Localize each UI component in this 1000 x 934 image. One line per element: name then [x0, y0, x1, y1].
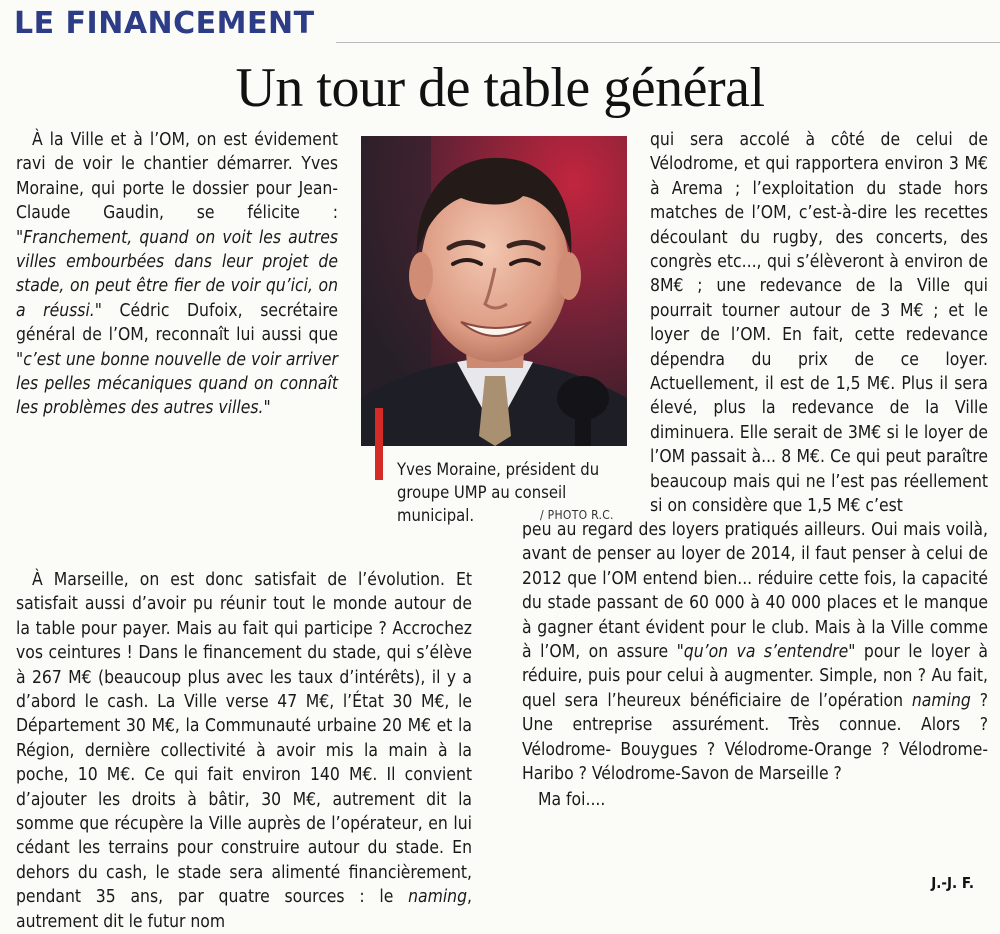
photo-caption: Yves Moraine, président du groupe UMP au conseil municipal.: [397, 460, 600, 525]
paragraph: qui sera accolé à côté de celui de Vélodrome, et qui rapportera environ 3 M€ à Arema ; l’exploitation du stade hors matches de l’OM, c’est-à-dire les recettes découlant du rugby, des concerts, des congrès etc..., qui s’élèveront à environ de 8M€ ; une redevance de la Ville qui pourrait tourner autour de 3 M€ ; et le loyer de l’OM. En fait, cette redevance dépendra du prix de ce loyer. Actuellement, il est de 1,5 M€. Plus il sera élevé, plus la redevance de la Ville diminuera. Elle serait de 3M€ si le loyer de l’OM passait à... 8 M€. Ce qui peut paraître beaucoup mais qui ne l’est pas réellement si on considère que 1,5 M€ c’est: [650, 130, 988, 517]
paragraph: peu au regard des loyers pratiqués ailleurs. Oui mais voilà, avant de penser au loyer de 2014, il faut penser à celui de 2012 que l’OM entend bien... réduire cette fois, la capacité du stade passant de 60 000 à 40 000 places et le manque à gagner étant évident pour le club. Mais à la Ville comme à l’OM, on assure "qu’on va s’entendre" pour le loyer à réduire, puis pour celui à augmenter. Simple, non ? Au fait, quel sera l’heureux bénéficiaire de l’opération naming ? Une entreprise assurément. Très connue. Alors ? Vélodrome- Bouygues ? Vélodrome-Orange ? Vélodrome-Haribo ? Vélodrome-Savon de Marseille ?: [522, 520, 988, 785]
caption-accent-bar: [375, 408, 383, 480]
paragraph: Ma foi....: [538, 790, 606, 811]
article-column-right: [650, 128, 988, 519]
paragraph: À la Ville et à l’OM, on est évidement ravi de voir le chantier démarrer. Yves Moraine, qui porte le dossier pour Jean-Claude Gaudin, se félicite : "Franchement, quand on voit les autres villes embourbées dans leur projet de stade, on peut être fier de voir qu’ici, on a réussi." Cédric Dufoix, secrétaire général de l’OM, reconnaît lui aussi que "c’est une bonne nouvelle de voir arriver les pelles mécaniques quand on connaît les problèmes des autres villes.": [16, 130, 339, 419]
photo-credit: / PHOTO R.C.: [540, 508, 614, 522]
portrait-photo: [361, 136, 627, 446]
paragraph: À Marseille, on est donc satisfait de l’évolution. Et satisfait aussi d’avoir pu réunir tout le monde autour de la table pour payer. Mais au fait qui participe ? Accrochez vos ceintures ! Dans le financement du stade, qui s’élève à 267 M€ (beaucoup plus avec les taux d’intérêts), il y a d’abord le cash. La Ville verse 47 M€, l’État 30 M€, le Département 30 M€, la Communauté urbaine 20 M€ et la Région, dernière collectivité à avoir mis la main à la poche, 10 M€. Ce qui fait environ 140 M€. Il convient d’ajouter les droits à bâtir, 30 M€, autrement dit la somme que récupère la Ville auprès de l’opérateur, en lui cédant les terrains pour construire autour du stade. En dehors du cash, le stade sera alimenté financièrement, pendant 35 ans, par quatre sources : le naming, autrement dit le futur nom: [16, 570, 472, 932]
headline: Un tour de table général: [235, 57, 765, 119]
article-column-left-wide: [16, 568, 472, 934]
section-rule: [336, 42, 1000, 43]
author-signature: J.-J. F.: [931, 874, 974, 892]
article-column-right-wide: [522, 518, 988, 813]
section-label: LE FINANCEMENT: [14, 6, 315, 41]
article-column-left: [16, 128, 338, 421]
portrait-illustration: [361, 136, 627, 446]
